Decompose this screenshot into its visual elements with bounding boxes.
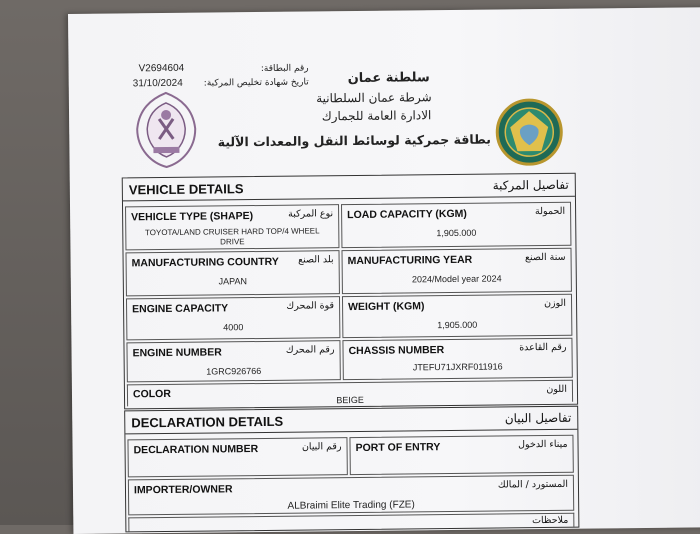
- color-value: BEIGE: [336, 394, 364, 406]
- port-of-entry-label: PORT OF ENTRY: [355, 441, 441, 455]
- load-capacity-label-ar: الحمولة: [534, 205, 566, 218]
- weight-label-ar: الوزن: [543, 297, 567, 310]
- royal-oman-police-seal: [129, 89, 204, 170]
- declaration-details-title-ar: تفاصيل البيان: [504, 410, 572, 426]
- engine-capacity-cell: [126, 296, 340, 340]
- card-title: بطاقة جمركية لوسائط النقل والمعدات الآلية: [217, 131, 492, 150]
- manufacturing-year-value: 2024/Model year 2024: [411, 273, 502, 285]
- police-name: شرطة عمان السلطانية: [316, 90, 432, 106]
- port-of-entry-cell: [349, 435, 573, 475]
- importer-owner-label: IMPORTER/OWNER: [133, 483, 233, 497]
- load-capacity-cell: [341, 202, 571, 248]
- declaration-number-label: DECLARATION NUMBER: [133, 443, 259, 457]
- vehicle-details-title: VEHICLE DETAILS: [128, 181, 244, 198]
- color-cell: [127, 380, 573, 407]
- clearance-date: 31/10/2024: [132, 77, 183, 90]
- chassis-number-value: JTEFU71JXRF011916: [412, 361, 503, 373]
- vehicle-details-header: [123, 174, 575, 202]
- importer-owner-cell: [128, 475, 574, 516]
- manufacturing-year-label-ar: سنة الصنع: [524, 251, 566, 264]
- engine-number-label-ar: رقم المحرك: [285, 344, 335, 356]
- weight-value: 1,905.000: [437, 319, 478, 331]
- color-label: COLOR: [132, 387, 171, 401]
- chassis-number-cell: [342, 338, 572, 380]
- vehicle-type-label-ar: نوع المركبة: [288, 208, 334, 220]
- clearance-date-label: تاريخ شهادة تخليص المركبة:: [203, 77, 309, 89]
- chassis-number-label: CHASSIS NUMBER: [348, 344, 445, 358]
- vehicle-type-label: VEHICLE TYPE (SHAPE): [131, 210, 254, 224]
- port-of-entry-label-ar: ميناء الدخول: [518, 438, 568, 451]
- engine-number-cell: [126, 340, 340, 382]
- engine-capacity-label: ENGINE CAPACITY: [132, 302, 229, 316]
- manufacturing-country-label-ar: بلد الصنع: [298, 254, 334, 266]
- declaration-details-title: DECLARATION DETAILS: [131, 413, 284, 431]
- chassis-number-label-ar: رقم القاعدة: [519, 341, 567, 354]
- declaration-number-label-ar: رقم البيان: [301, 441, 342, 453]
- load-capacity-value: 1,905.000: [436, 227, 477, 239]
- engine-capacity-value: 4000: [223, 322, 244, 333]
- manufacturing-country-value: JAPAN: [218, 276, 248, 287]
- customs-directorate: الادارة العامة للجمارك: [321, 108, 432, 124]
- vehicle-type-value-1: TOYOTA/LAND CRUISER HARD TOP/4 WHEEL: [144, 226, 320, 238]
- color-label-ar: اللون: [546, 383, 568, 396]
- load-capacity-label: LOAD CAPACITY (KGM): [347, 207, 467, 222]
- manufacturing-country-cell: [125, 250, 339, 296]
- country-name: سلطنة عمان: [347, 70, 430, 87]
- importer-owner-value: ALBraimi Elite Trading (FZE): [287, 499, 415, 512]
- vehicle-type-value-2: DRIVE: [220, 237, 245, 247]
- vehicle-details-title-ar: تفاصيل المركبة: [492, 177, 569, 193]
- weight-label: WEIGHT (KGM): [348, 300, 425, 314]
- declaration-details-header: [125, 407, 577, 435]
- engine-number-label: ENGINE NUMBER: [132, 346, 222, 360]
- card-number-label: رقم البطاقة:: [260, 63, 309, 74]
- notes-cell: [128, 513, 574, 532]
- card-number: V2694604: [138, 62, 185, 75]
- weight-cell: [342, 294, 572, 338]
- vehicle-details-section: [122, 173, 578, 410]
- declaration-details-section: [124, 406, 579, 533]
- manufacturing-year-cell: [341, 248, 571, 294]
- importer-owner-label-ar: المستورد / المالك: [497, 478, 569, 491]
- gcc-logo: [494, 97, 565, 168]
- manufacturing-year-label: MANUFACTURING YEAR: [347, 253, 473, 268]
- declaration-number-cell: [127, 437, 347, 477]
- engine-number-value: 1GRC926766: [206, 365, 262, 377]
- customs-card-sheet: [68, 7, 700, 534]
- engine-capacity-label-ar: قوة المحرك: [286, 300, 335, 312]
- vehicle-type-cell: [125, 204, 339, 250]
- notes-label-ar: ملاحظات: [532, 514, 569, 527]
- manufacturing-country-label: MANUFACTURING COUNTRY: [131, 255, 279, 270]
